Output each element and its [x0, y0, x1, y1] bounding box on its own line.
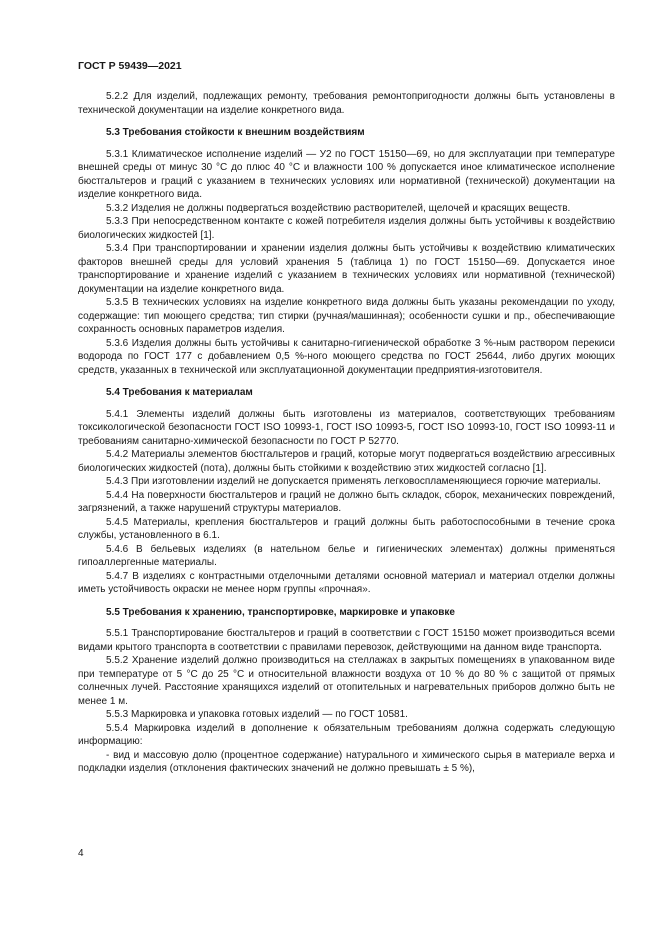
paragraph-5-2-2: 5.2.2 Для изделий, подлежащих ремонту, требования ремонтопригодности должны быть установлены в технической документации на изделие конкретного вида. — [78, 91, 615, 116]
paragraph-5-3-4: 5.3.4 При транспортировании и хранении изделия должны быть устойчивы к воздействию климатических факторов внешней среды для условий хранения 5 (таблица 1) по ГОСТ 15150—69. Допускается иное транспортирование и хранение изделий с указанием в технических условиях или нормативной (технической) документации на изделие конкретного вида. — [78, 243, 615, 295]
paragraph-5-3-1: 5.3.1 Климатическое исполнение изделий — У2 по ГОСТ 15150—69, но для эксплуатации при температуре внешней среды от минус 30 °С до плюс 40 °С и влажности 100 % допускается иное климатическое исполнение бюстгальтеров и граций с указанием в технических условиях или нормативной (технической) документации на изделие конкретного вида. — [78, 148, 615, 200]
paragraph-5-4-7: 5.4.7 В изделиях с контрастными отделочными деталями основной материал и материал отделки должны иметь устойчивость окраски не менее норм группы «прочная». — [78, 570, 615, 595]
paragraph-5-3-5: 5.3.5 В технических условиях на изделие конкретного вида должны быть указаны рекомендации по уходу, содержащие: тип моющего средства; тип стирки (ручная/машинная); особенности сушки и пр., обеспечивающие сохранность основных параметров изделия. — [78, 297, 615, 335]
paragraph-5-4-6: 5.4.6 В бельевых изделиях (в нательном белье и гигиенических элементах) должны применяться гипоаллергенные материалы. — [78, 543, 615, 568]
paragraph-5-4-4: 5.4.4 На поверхности бюстгальтеров и граций не должно быть складок, сборок, механических повреждений, загрязнений, а также нарушений структуры материалов. — [78, 489, 615, 514]
document-body — [78, 90, 615, 776]
paragraph-5-5-3: 5.5.3 Маркировка и упаковка готовых изделий — по ГОСТ 10581. — [106, 709, 408, 720]
paragraph-5-4-1: 5.4.1 Элементы изделий должны быть изготовлены из материалов, соответствующих требованиям токсикологической безопасности ГОСТ ISO 10993-1, ГОСТ ISO 10993-5, ГОСТ ISO 10993-10, ГОСТ ISO 10993-11 и требованиям санитарно-химической безопасности по ГОСТ Р 52770. — [78, 408, 615, 447]
section-heading-5-4: 5.4 Требования к материалам — [106, 387, 253, 398]
paragraph-5-4-3: 5.4.3 При изготовлении изделий не допускается применять легковоспламеняющиеся горючие материалы. — [106, 476, 601, 487]
paragraph-5-5-1: 5.5.1 Транспортирование бюстгальтеров и граций в соответствии с ГОСТ 15150 может производиться всеми видами крытого транспорта в соответствии с правилами перевозок, действующими на данном виде транспорта. — [78, 628, 615, 653]
paragraph-5-4-5: 5.4.5 Материалы, крепления бюстгальтеров и граций должны быть работоспособными в течение срока службы, установленного в 6.1. — [78, 516, 615, 541]
page-number: 4 — [78, 848, 84, 859]
paragraph-5-4-2: 5.4.2 Материалы элементов бюстгальтеров и граций, которые могут подвергаться воздействию агрессивных биологических жидкостей (пота), должны быть стойкими к воздействию этих жидкостей согласно [1]. — [78, 449, 615, 474]
section-heading-5-3: 5.3 Требования стойкости к внешним воздействиям — [106, 127, 365, 138]
document-header: ГОСТ Р 59439—2021 — [78, 60, 182, 72]
paragraph-5-3-6: 5.3.6 Изделия должны быть устойчивы к санитарно-гигиенической обработке 3 %-ным раствором перекиси водорода по ГОСТ 177 с добавлением 0,5 %-ного моющего средства по ГОСТ 25644, либо других моющих средств, указанных в технической или эксплуатационной документации предприятия-изготовителя. — [78, 337, 615, 376]
paragraph-5-3-2: 5.3.2 Изделия не должны подвергаться воздействию растворителей, щелочей и красящих веществ. — [106, 202, 571, 214]
paragraph-5-5-4: 5.5.4 Маркировка изделий в дополнение к обязательным требованиям должна содержать следующую информацию: — [78, 722, 615, 747]
paragraph-5-3-3: 5.3.3 При непосредственном контакте с кожей потребителя изделия должны быть устойчивы к воздействию биологических жидкостей [1]. — [78, 216, 615, 241]
section-heading-5-5: 5.5 Требования к хранению, транспортировке, маркировке и упаковке — [106, 606, 455, 618]
list-item-composition: - вид и массовую долю (процентное содержание) натурального и химического сырья в материале верха и подкладки изделия (отклонения фактических значений не должно превышать ± 5 %), — [78, 749, 615, 774]
paragraph-5-5-2: 5.5.2 Хранение изделий должно производиться на стеллажах в закрытых помещениях в упакованном виде при температуре от 5 °С до 25 °С и относительной влажности воздуха от 10 % до 80 % с защитой от прямых солнечных лучей. Расстояние хранящихся изделий от отопительных и нагревательных приборов должно быть не менее 1 м. — [78, 655, 615, 707]
